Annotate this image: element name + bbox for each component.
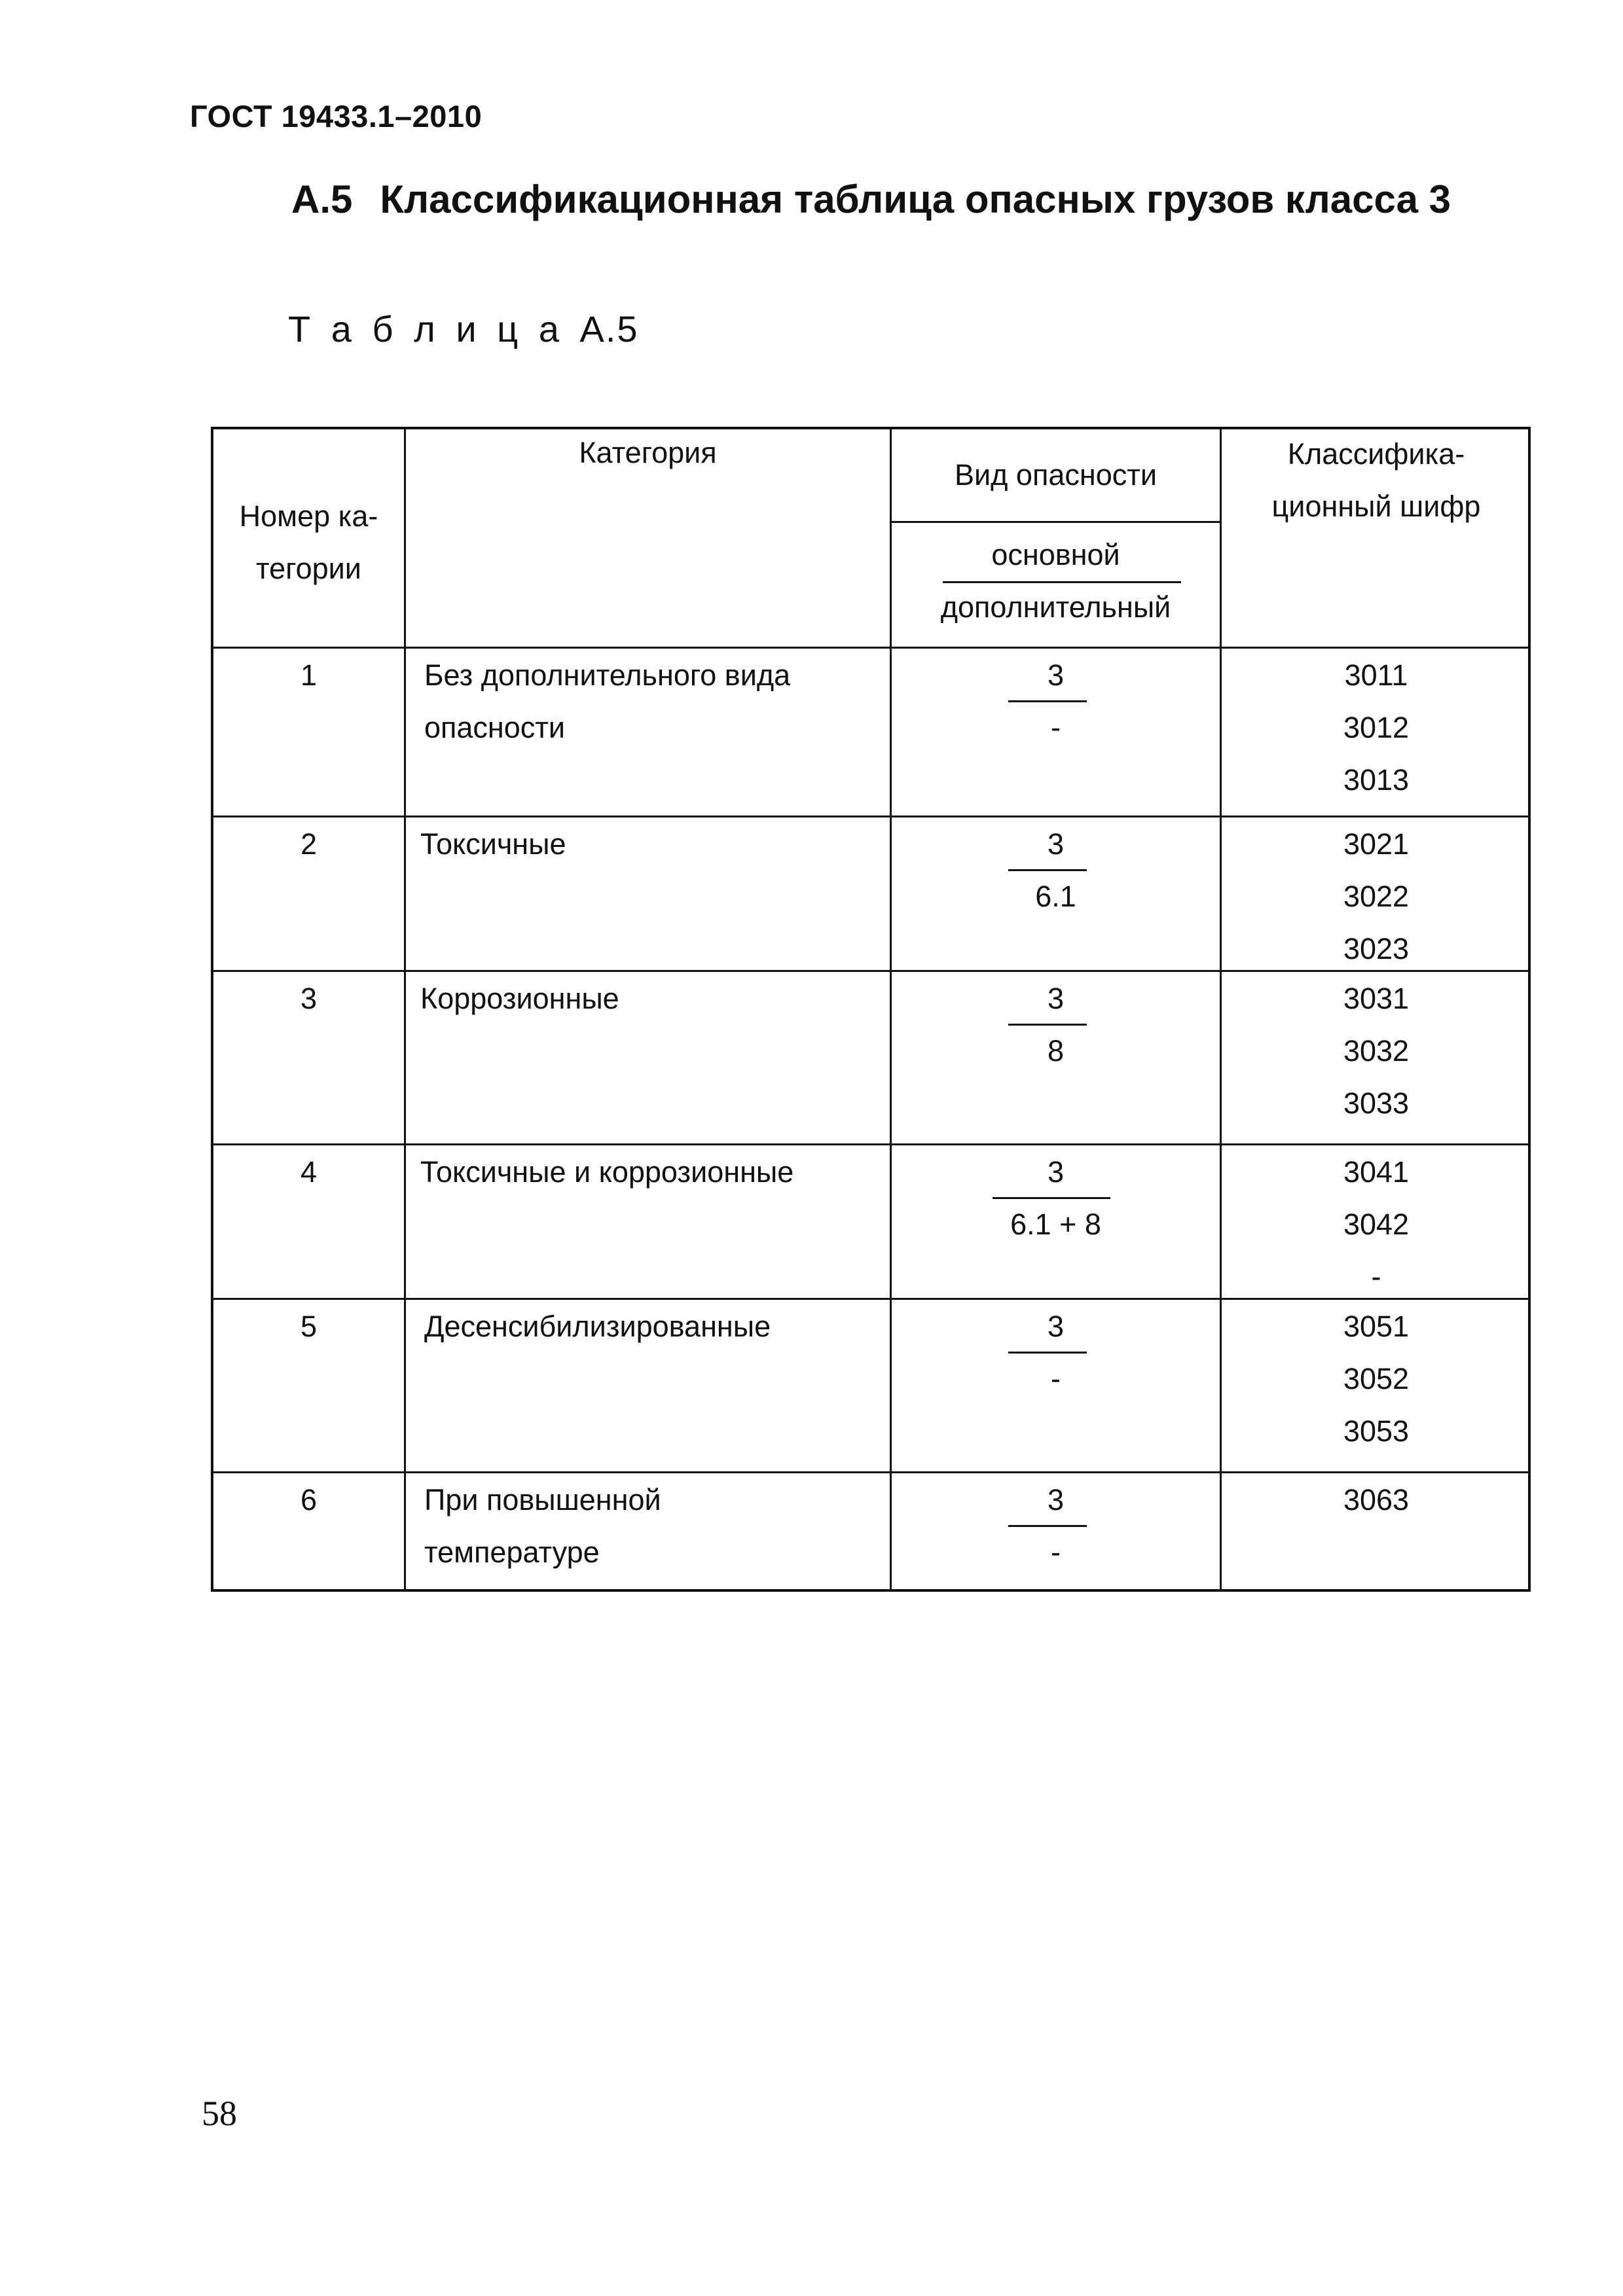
row-hazard-secondary: - [1051, 711, 1061, 744]
row-code: 3012 [1343, 711, 1410, 744]
row-hazard-secondary: 6.1 [1035, 880, 1076, 913]
row-code: 3053 [1343, 1414, 1410, 1448]
row-code: 3032 [1343, 1034, 1410, 1067]
row-number: 2 [300, 827, 318, 861]
header-code-line1: Классифика- [1287, 437, 1465, 471]
header-hazard-secondary: дополнительный [940, 590, 1171, 624]
header-hazard-primary: основной [991, 538, 1120, 571]
row-number: 5 [300, 1310, 318, 1343]
row-hazard-secondary: 6.1 + 8 [1010, 1208, 1101, 1241]
table-caption [288, 308, 639, 350]
row-code: 3042 [1343, 1208, 1410, 1241]
row-code: 3023 [1343, 932, 1410, 965]
row-code: 3063 [1343, 1483, 1410, 1516]
row-hazard-secondary: - [1051, 1535, 1061, 1569]
section-title [291, 177, 1451, 222]
header-number-line2: тегории [256, 552, 361, 585]
table-caption-number: А.5 [579, 308, 639, 350]
row-code: 3011 [1344, 658, 1408, 692]
row-category-line1: Токсичные [420, 827, 566, 861]
section-number: А.5 [291, 177, 353, 221]
header-hazard: Вид опасности [955, 458, 1157, 492]
classification-table [211, 427, 1531, 1592]
page-number: 58 [202, 2094, 237, 2133]
row-hazard-primary: 3 [1047, 827, 1065, 861]
row-number: 3 [300, 982, 318, 1015]
row-code: 3041 [1343, 1155, 1410, 1189]
row-category-line1: При повышенной [424, 1483, 661, 1516]
row-category-line2: температуре [424, 1535, 600, 1569]
row-category-line1: Десенсибилизированные [424, 1310, 771, 1343]
row-hazard-secondary: 8 [1047, 1034, 1065, 1067]
table-caption-word: Т а б л и ц а [288, 308, 564, 350]
row-hazard-secondary: - [1051, 1362, 1061, 1395]
row-code: 3021 [1343, 827, 1410, 861]
row-code: 3051 [1343, 1310, 1410, 1343]
row-number: 4 [300, 1155, 318, 1189]
row-category-line1: Токсичные и коррозионные [420, 1155, 794, 1189]
row-code: 3033 [1343, 1086, 1410, 1120]
row-code: 3022 [1343, 880, 1410, 913]
header-number-line1: Номер ка- [239, 499, 378, 533]
row-hazard-primary: 3 [1047, 658, 1065, 692]
row-code: 3052 [1343, 1362, 1410, 1395]
row-code: 3031 [1343, 982, 1410, 1015]
section-title-text: Классификационная таблица опасных грузов класса 3 [380, 177, 1451, 221]
header-category: Категория [579, 436, 717, 469]
row-number: 6 [300, 1483, 318, 1516]
row-number: 1 [300, 658, 318, 692]
row-category-line1: Без дополнительного вида [424, 658, 791, 692]
row-category-line2: опасности [424, 711, 566, 744]
row-hazard-primary: 3 [1047, 1483, 1065, 1516]
row-category-line1: Коррозионные [420, 982, 619, 1015]
row-code: - [1371, 1260, 1381, 1293]
header-code-line2: ционный шифр [1271, 490, 1481, 523]
row-hazard-primary: 3 [1047, 1155, 1065, 1189]
row-hazard-primary: 3 [1047, 982, 1065, 1015]
row-code: 3013 [1343, 763, 1410, 797]
document-id: ГОСТ 19433.1–2010 [190, 99, 483, 134]
row-hazard-primary: 3 [1047, 1310, 1065, 1343]
